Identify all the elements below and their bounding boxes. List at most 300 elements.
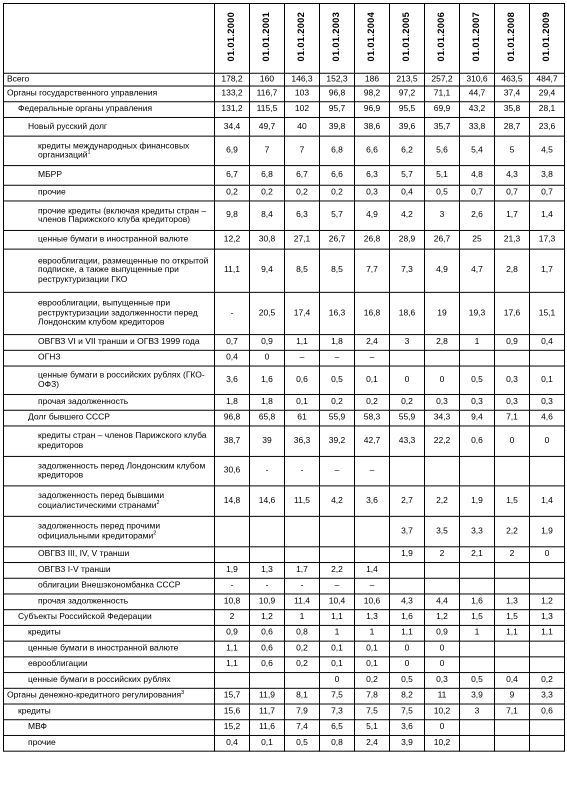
value-cell — [460, 719, 495, 735]
value-cell: 96,9 — [355, 101, 390, 117]
value-cell: 8,4 — [250, 200, 285, 229]
value-cell: 97,2 — [390, 86, 425, 102]
value-cell: 4,7 — [460, 249, 495, 292]
value-cell: 0,2 — [250, 185, 285, 201]
value-cell: 0,1 — [355, 641, 390, 657]
value-cell: 61 — [285, 410, 320, 426]
value-cell — [320, 546, 355, 562]
value-cell: 34,3 — [425, 410, 460, 426]
value-cell: 0,4 — [390, 185, 425, 201]
value-cell: 1 — [320, 625, 355, 641]
value-cell: 0,2 — [215, 185, 250, 201]
value-cell: 8,1 — [285, 688, 320, 704]
value-cell: 310,6 — [460, 73, 495, 85]
value-cell — [495, 656, 530, 672]
footnote-marker: 3 — [181, 690, 185, 697]
value-cell: 1,9 — [530, 516, 565, 546]
table-row — [4, 200, 565, 229]
row-label: ценные бумаги в российских рублях — [28, 674, 171, 685]
row-label: ценные бумаги в иностранной валюте — [28, 642, 179, 653]
value-cell: 0,2 — [285, 185, 320, 201]
row-label-cell — [4, 656, 215, 672]
value-cell: 178,2 — [215, 73, 250, 85]
value-cell: 58,3 — [355, 410, 390, 426]
value-cell: 2,1 — [460, 546, 495, 562]
value-cell: 1,1 — [530, 625, 565, 641]
value-cell: 3 — [460, 704, 495, 720]
row-label: задолженность перед Лондонским клубом кредиторов — [38, 460, 206, 480]
row-label-cell — [4, 578, 215, 594]
value-cell: 55,9 — [390, 410, 425, 426]
value-cell — [460, 735, 495, 751]
value-cell: 2,8 — [495, 249, 530, 292]
table-row — [4, 516, 565, 546]
value-cell: 10,4 — [320, 593, 355, 609]
row-label: кредиты международных финансовых организаций — [38, 140, 190, 160]
value-cell — [425, 350, 460, 366]
value-cell — [495, 735, 530, 751]
value-cell: 95,5 — [390, 101, 425, 117]
value-cell: 1,1 — [215, 656, 250, 672]
row-label-cell — [4, 394, 215, 410]
table-row — [4, 641, 565, 657]
value-cell: - — [215, 578, 250, 594]
column-header-date — [215, 3, 250, 73]
value-cell: 0,2 — [355, 672, 390, 688]
value-cell: 11,9 — [250, 688, 285, 704]
row-label: еврооблигации, выпущенные при реструктуризации задолженности перед Лондонским клубом кредиторов — [38, 297, 198, 327]
row-label: задолженность перед бывшими социалистическими странами — [38, 490, 165, 510]
value-cell: 0,6 — [530, 704, 565, 720]
table-row — [4, 410, 565, 426]
value-cell: 17,3 — [530, 230, 565, 249]
row-label: ОВГВЗ VI и VII транши и ОГВЗ 1999 года — [38, 336, 200, 347]
value-cell — [530, 719, 565, 735]
value-cell: 0 — [425, 641, 460, 657]
value-cell: 1,7 — [285, 562, 320, 578]
value-cell: 0,3 — [425, 672, 460, 688]
value-cell: 0,7 — [460, 185, 495, 201]
value-cell: 1,9 — [390, 546, 425, 562]
value-cell: 5,6 — [425, 136, 460, 165]
value-cell: 9,4 — [460, 410, 495, 426]
value-cell: 8,5 — [320, 249, 355, 292]
value-cell: 0,1 — [530, 366, 565, 394]
value-cell: 1,2 — [425, 609, 460, 625]
value-cell: 1,1 — [320, 609, 355, 625]
value-cell — [530, 641, 565, 657]
value-cell: 4,8 — [460, 165, 495, 185]
value-cell: – — [355, 456, 390, 485]
value-cell: 30,6 — [215, 456, 250, 485]
value-cell — [460, 562, 495, 578]
value-cell: 29,4 — [530, 86, 565, 102]
value-cell: 12,2 — [215, 230, 250, 249]
value-cell: 3,3 — [530, 688, 565, 704]
value-cell: 1,3 — [530, 609, 565, 625]
value-cell: 0 — [495, 425, 530, 455]
value-cell: 0,1 — [355, 656, 390, 672]
value-cell: 152,3 — [320, 73, 355, 85]
value-cell: 0,6 — [460, 425, 495, 455]
value-cell: 17,4 — [285, 292, 320, 334]
table-row — [4, 334, 565, 350]
value-cell: 6,8 — [250, 165, 285, 185]
value-cell: 0,3 — [460, 394, 495, 410]
value-cell: 19 — [425, 292, 460, 334]
value-cell: 39,6 — [390, 117, 425, 136]
table-row — [4, 562, 565, 578]
value-cell: 133,2 — [215, 86, 250, 102]
value-cell: 0,1 — [285, 394, 320, 410]
value-cell: 3,7 — [390, 516, 425, 546]
value-cell: 2,2 — [495, 516, 530, 546]
value-cell — [250, 546, 285, 562]
value-cell: 39 — [250, 425, 285, 455]
value-cell: 1,4 — [355, 562, 390, 578]
value-cell: 21,3 — [495, 230, 530, 249]
value-cell: 0,2 — [285, 656, 320, 672]
value-cell: 2,2 — [425, 485, 460, 515]
value-cell: 6,3 — [355, 165, 390, 185]
value-cell: 7,3 — [320, 704, 355, 720]
row-label-cell — [4, 485, 215, 515]
row-label-cell — [4, 165, 215, 185]
row-label-cell — [4, 249, 215, 292]
row-label: ОГНЗ — [38, 352, 61, 362]
value-cell: 38,7 — [215, 425, 250, 455]
value-cell: 55,9 — [320, 410, 355, 426]
value-cell: 0,9 — [425, 625, 460, 641]
value-cell — [425, 562, 460, 578]
row-label-cell — [4, 292, 215, 334]
value-cell — [320, 516, 355, 546]
value-cell: 3,5 — [425, 516, 460, 546]
value-cell: 40 — [285, 117, 320, 136]
column-header-date-label: 01.01.2006 — [435, 12, 447, 62]
table-row — [4, 249, 565, 292]
value-cell — [495, 719, 530, 735]
value-cell: 36,3 — [285, 425, 320, 455]
value-cell: 1,1 — [215, 641, 250, 657]
value-cell: 0,6 — [285, 366, 320, 394]
value-cell: 4,9 — [425, 249, 460, 292]
value-cell: 28,1 — [530, 101, 565, 117]
value-cell: 0,1 — [250, 735, 285, 751]
row-label: ОВГВЗ III, IV, V транши — [38, 548, 130, 559]
value-cell — [215, 672, 250, 688]
row-label-cell — [4, 516, 215, 546]
value-cell: 7,4 — [285, 719, 320, 735]
value-cell: 160 — [250, 73, 285, 85]
value-cell: 26,8 — [355, 230, 390, 249]
value-cell: - — [285, 578, 320, 594]
value-cell: 0,4 — [215, 350, 250, 366]
column-header-date — [390, 3, 425, 73]
row-label: МВФ — [28, 721, 47, 732]
row-label-cell — [4, 200, 215, 229]
value-cell: 11 — [425, 688, 460, 704]
table-row — [4, 672, 565, 688]
value-cell: 43,3 — [390, 425, 425, 455]
row-label-cell — [4, 719, 215, 735]
value-cell — [215, 516, 250, 546]
value-cell: – — [320, 578, 355, 594]
value-cell: 10,8 — [215, 593, 250, 609]
row-label-cell — [4, 366, 215, 394]
table-row — [4, 73, 565, 85]
value-cell: 0,6 — [250, 641, 285, 657]
value-cell: 1,3 — [495, 593, 530, 609]
value-cell — [285, 516, 320, 546]
column-header-date — [425, 3, 460, 73]
row-label-cell — [4, 425, 215, 455]
column-header-date — [460, 3, 495, 73]
value-cell: 0,7 — [530, 185, 565, 201]
value-cell: 1,1 — [390, 625, 425, 641]
value-cell: 1,5 — [495, 485, 530, 515]
value-cell: 11,6 — [250, 719, 285, 735]
value-cell: 0,5 — [460, 366, 495, 394]
value-cell: 10,6 — [355, 593, 390, 609]
value-cell: 3,9 — [460, 688, 495, 704]
value-cell: 1,4 — [530, 200, 565, 229]
row-label: Всего — [7, 73, 30, 84]
column-header-date-label: 01.01.2000 — [225, 12, 237, 62]
value-cell: 38,6 — [355, 117, 390, 136]
value-cell: 0 — [425, 719, 460, 735]
value-cell: 44,7 — [460, 86, 495, 102]
value-cell: 26,7 — [320, 230, 355, 249]
value-cell: 3,6 — [355, 485, 390, 515]
value-cell: 0,8 — [285, 625, 320, 641]
value-cell — [425, 456, 460, 485]
table-row — [4, 117, 565, 136]
header-corner-cell — [4, 3, 215, 73]
value-cell: 11,1 — [215, 249, 250, 292]
value-cell: 0 — [390, 656, 425, 672]
value-cell: 4,4 — [425, 593, 460, 609]
value-cell: 2,8 — [425, 334, 460, 350]
table-row — [4, 366, 565, 394]
table-header-row — [4, 3, 565, 73]
value-cell — [250, 672, 285, 688]
value-cell: 8,2 — [390, 688, 425, 704]
value-cell: 1,6 — [250, 366, 285, 394]
table-row — [4, 394, 565, 410]
value-cell — [390, 562, 425, 578]
table-row — [4, 185, 565, 201]
value-cell: 484,7 — [530, 73, 565, 85]
row-label-cell — [4, 625, 215, 641]
value-cell: 10,2 — [425, 704, 460, 720]
value-cell: 2,6 — [460, 200, 495, 229]
value-cell: 4,3 — [495, 165, 530, 185]
value-cell: 6,7 — [285, 165, 320, 185]
value-cell: 7,8 — [355, 688, 390, 704]
row-label: Органы денежно-кредитного регулирования — [7, 690, 182, 700]
value-cell — [495, 578, 530, 594]
value-cell: 15,1 — [530, 292, 565, 334]
value-cell: 39,2 — [320, 425, 355, 455]
value-cell: 17,6 — [495, 292, 530, 334]
value-cell — [425, 578, 460, 594]
row-label: задолженность перед прочими официальными кредиторами — [38, 520, 161, 540]
table-row — [4, 101, 565, 117]
value-cell: 2,4 — [355, 334, 390, 350]
value-cell: 0,1 — [320, 641, 355, 657]
value-cell — [285, 672, 320, 688]
value-cell: 1,2 — [250, 609, 285, 625]
value-cell: 213,5 — [390, 73, 425, 85]
value-cell — [460, 656, 495, 672]
row-label-cell — [4, 456, 215, 485]
column-header-date — [355, 3, 390, 73]
value-cell: 1,6 — [460, 593, 495, 609]
value-cell — [495, 641, 530, 657]
row-label-cell — [4, 101, 215, 117]
row-label-cell — [4, 562, 215, 578]
value-cell — [390, 350, 425, 366]
table-row — [4, 704, 565, 720]
value-cell: 2,2 — [320, 562, 355, 578]
column-header-date-label: 01.01.2002 — [295, 12, 307, 62]
value-cell: 16,3 — [320, 292, 355, 334]
value-cell: 0 — [320, 672, 355, 688]
value-cell — [355, 516, 390, 546]
footnote-marker: 2 — [153, 530, 157, 537]
value-cell: 6,7 — [215, 165, 250, 185]
value-cell: 0,7 — [495, 185, 530, 201]
column-header-date-label: 01.01.2009 — [540, 12, 552, 62]
value-cell — [460, 641, 495, 657]
value-cell: 0,5 — [285, 735, 320, 751]
row-label: Долг бывшего СССР — [28, 411, 110, 422]
external-debt-table — [3, 3, 565, 751]
value-cell: 18,6 — [390, 292, 425, 334]
value-cell: 34,4 — [215, 117, 250, 136]
value-cell: 0,5 — [425, 185, 460, 201]
column-header-date — [530, 3, 565, 73]
value-cell: 3,8 — [530, 165, 565, 185]
value-cell: 28,9 — [390, 230, 425, 249]
value-cell: 0 — [390, 366, 425, 394]
value-cell: 9 — [495, 688, 530, 704]
value-cell: 0,4 — [495, 672, 530, 688]
value-cell: – — [285, 350, 320, 366]
value-cell: 0 — [425, 656, 460, 672]
value-cell: 0,1 — [355, 366, 390, 394]
value-cell — [460, 456, 495, 485]
row-label-cell — [4, 86, 215, 102]
value-cell: 2 — [215, 609, 250, 625]
value-cell: 1 — [285, 609, 320, 625]
value-cell: 11,7 — [250, 704, 285, 720]
row-label-cell — [4, 410, 215, 426]
value-cell: 39,8 — [320, 117, 355, 136]
value-cell: 0 — [250, 350, 285, 366]
table-row — [4, 456, 565, 485]
column-header-date-label: 01.01.2005 — [400, 12, 412, 62]
value-cell: 7,9 — [285, 704, 320, 720]
table-row — [4, 230, 565, 249]
value-cell: 1 — [355, 625, 390, 641]
value-cell: 10,9 — [250, 593, 285, 609]
value-cell: 9,4 — [250, 249, 285, 292]
value-cell: 3,3 — [460, 516, 495, 546]
value-cell: 3,6 — [390, 719, 425, 735]
value-cell: 33,8 — [460, 117, 495, 136]
value-cell: 0,5 — [320, 366, 355, 394]
value-cell: 0,3 — [425, 394, 460, 410]
row-label-cell — [4, 230, 215, 249]
column-header-date — [285, 3, 320, 73]
value-cell — [530, 578, 565, 594]
value-cell: 0,4 — [215, 735, 250, 751]
value-cell: 26,7 — [425, 230, 460, 249]
row-label-cell — [4, 688, 215, 704]
value-cell — [530, 456, 565, 485]
value-cell — [530, 656, 565, 672]
value-cell: 116,7 — [250, 86, 285, 102]
value-cell: 30,8 — [250, 230, 285, 249]
row-label: еврооблигации — [28, 658, 88, 669]
value-cell: 6,8 — [320, 136, 355, 165]
value-cell: 0,3 — [495, 394, 530, 410]
value-cell: 6,6 — [355, 136, 390, 165]
row-label: Органы государственного управления — [7, 87, 158, 98]
value-cell: 27,1 — [285, 230, 320, 249]
table-row — [4, 546, 565, 562]
value-cell: 3,6 — [215, 366, 250, 394]
value-cell — [530, 735, 565, 751]
row-label-cell — [4, 136, 215, 165]
value-cell: 1,3 — [355, 609, 390, 625]
value-cell: 6,9 — [215, 136, 250, 165]
column-header-date — [320, 3, 355, 73]
value-cell: 7 — [285, 136, 320, 165]
value-cell: 7,5 — [390, 704, 425, 720]
row-label: еврооблигации, размещенные по открытой подписке, а также выпущенные при реструктуризации ГКО — [38, 255, 209, 284]
row-label-cell — [4, 609, 215, 625]
value-cell: 2,4 — [355, 735, 390, 751]
value-cell: 2,7 — [390, 485, 425, 515]
row-label-cell — [4, 672, 215, 688]
table-row — [4, 86, 565, 102]
value-cell: 257,2 — [425, 73, 460, 85]
value-cell: 1,8 — [320, 334, 355, 350]
value-cell: 0,1 — [320, 656, 355, 672]
debt-table-container — [3, 3, 564, 765]
value-cell: 0 — [425, 366, 460, 394]
column-header-date-label: 01.01.2007 — [470, 12, 482, 62]
row-label: прочая задолженность — [38, 396, 129, 407]
value-cell: 7,5 — [320, 688, 355, 704]
column-header-date-label: 01.01.2003 — [330, 12, 342, 62]
value-cell: 15,2 — [215, 719, 250, 735]
value-cell: 0,7 — [215, 334, 250, 350]
table-row — [4, 735, 565, 751]
table-row — [4, 656, 565, 672]
row-label: кредиты — [28, 627, 61, 637]
row-label-cell — [4, 704, 215, 720]
row-label: облигации Внешэкономбанка СССР — [38, 579, 181, 590]
table-row — [4, 350, 565, 366]
value-cell: 7,1 — [495, 704, 530, 720]
value-cell: 0,2 — [530, 672, 565, 688]
value-cell: – — [355, 350, 390, 366]
value-cell: - — [250, 456, 285, 485]
